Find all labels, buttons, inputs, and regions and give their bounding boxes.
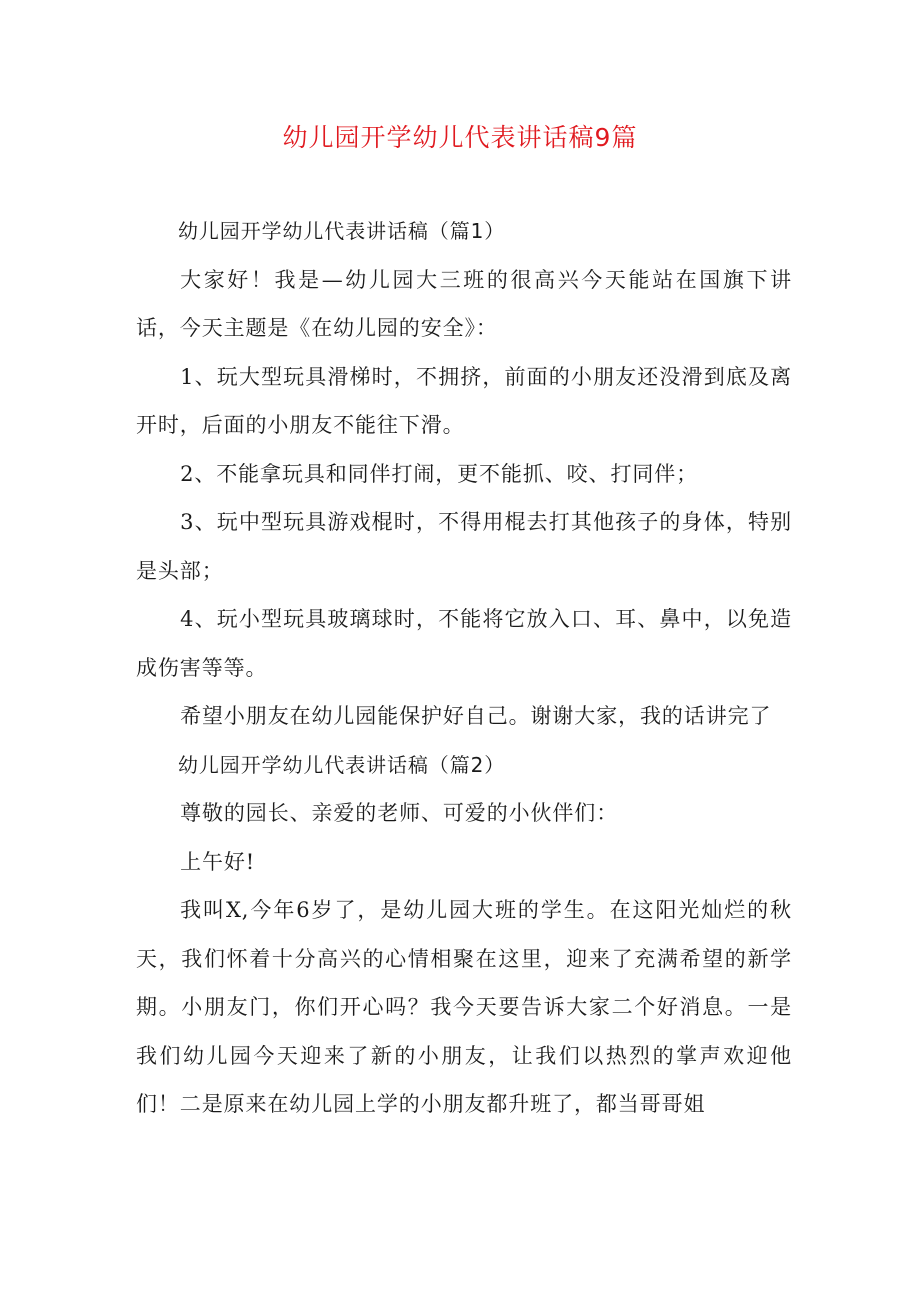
paragraph-introduction: 我叫X,今年6岁了，是幼儿园大班的学生。在这阳光灿烂的秋天，我们怀着十分高兴的心情相聚在这里，迎来了充满希望的新学期。小朋友门，你们开心吗？我今天要告诉大家二个好消息。一是我们幼儿园今天迎来了新的小朋友，让我们以热烈的掌声欢迎他们！二是原来在幼儿园上学的小朋友都升班了，都当哥哥姐 (136, 898, 792, 1116)
paragraph-greeting: 大家好！我是—幼儿园大三班的很高兴今天能站在国旗下讲话，今天主题是《在幼儿园的安全》： (136, 267, 792, 340)
paragraph-closing: 希望小朋友在幼儿园能保护好自己。谢谢大家，我的话讲完了 (180, 704, 772, 728)
section-heading-1: 幼儿园开学幼儿代表讲话稿（篇1） (178, 219, 506, 243)
paragraph-rule-2: 2、不能拿玩具和同伴打闹，更不能抓、咬、打同伴； (180, 461, 699, 486)
document-title: 幼儿园开学幼儿代表讲话稿9篇 (282, 123, 638, 152)
paragraph-morning-greeting: 上午好! (180, 849, 256, 874)
paragraph-salutation: 尊敬的园长、亲爱的老师、可爱的小伙伴们： (180, 801, 619, 825)
document-body (136, 207, 792, 1129)
paragraph-rule-3: 3、玩中型玩具游戏棍时，不得用棍去打其他孩子的身体，特别是头部； (136, 510, 792, 583)
paragraph-rule-4: 4、玩小型玩具玻璃球时，不能将它放入口、耳、鼻中，以免造成伤害等等。 (136, 607, 792, 680)
paragraph-rule-1: 1、玩大型玩具滑梯时，不拥挤，前面的小朋友还没滑到底及离开时，后面的小朋友不能往下滑。 (136, 364, 792, 437)
section-heading-2: 幼儿园开学幼儿代表讲话稿（篇2） (178, 752, 506, 777)
